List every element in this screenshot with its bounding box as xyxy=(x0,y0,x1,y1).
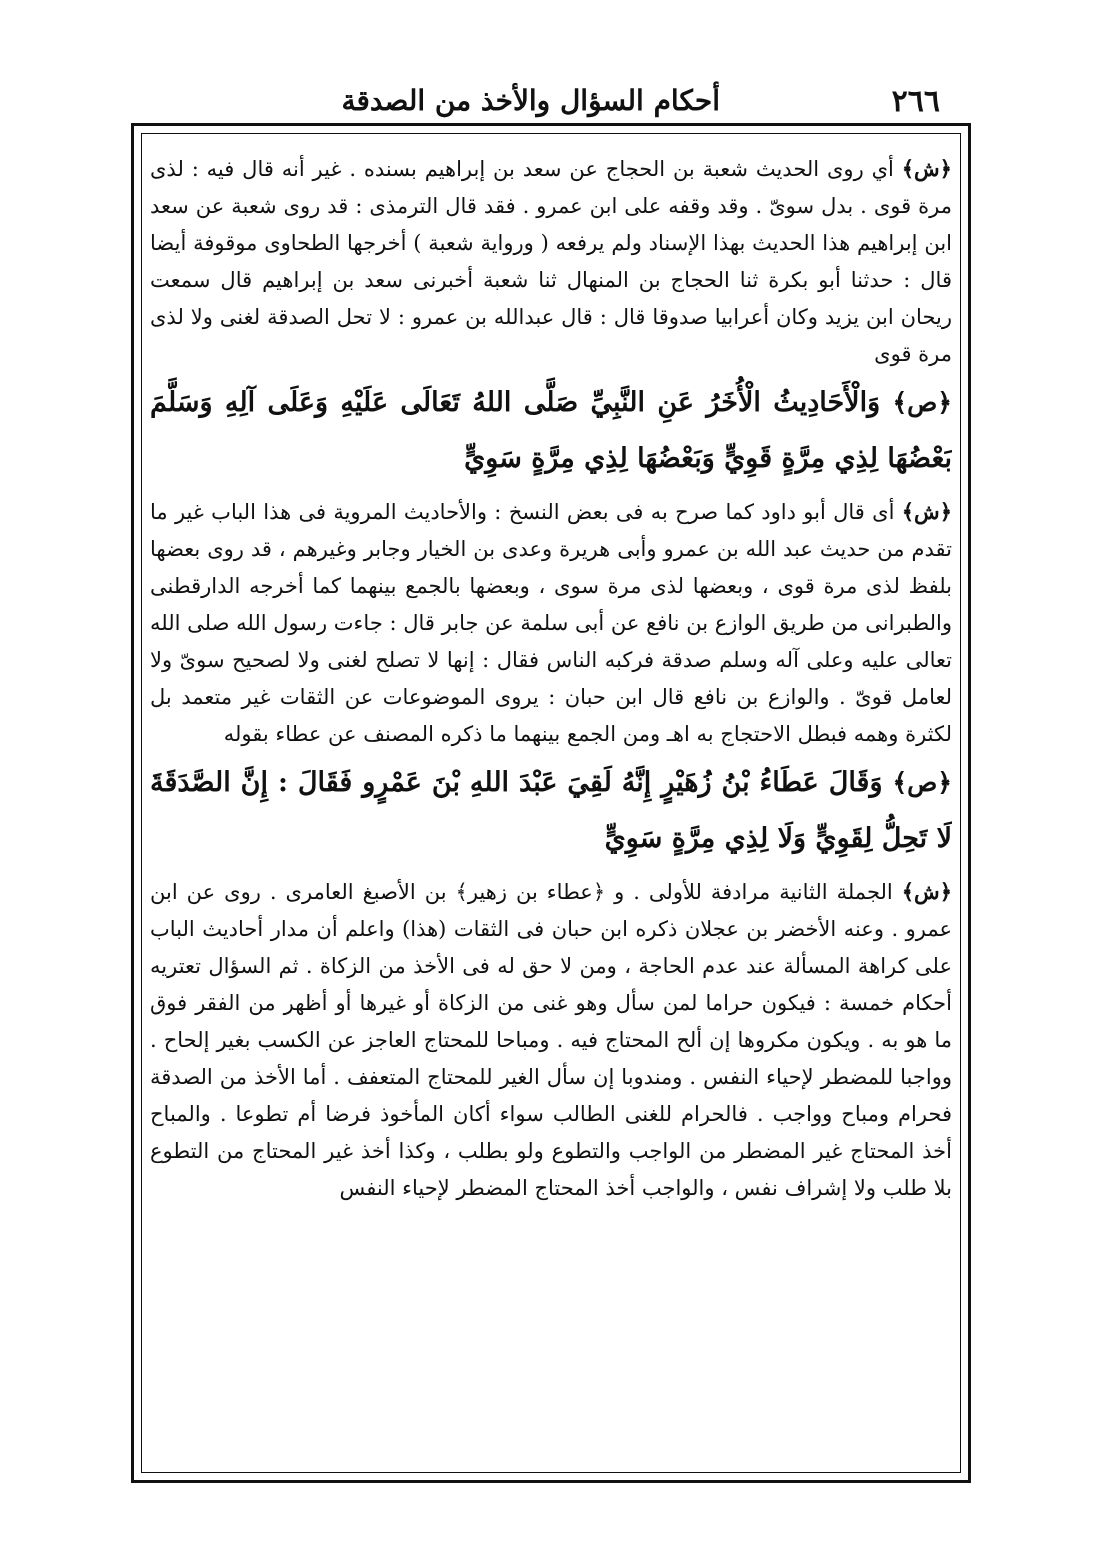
matn-marker: ﴿ص﴾ xyxy=(892,388,952,417)
hadith-text-1 xyxy=(150,375,952,487)
hadith-text-2 xyxy=(150,755,952,867)
commentary-text: أى قال أبو داود كما صرح به فى بعض النسخ : والأحاديث المروية فى هذا الباب غير ما تقدم من حديث عبد الله بن عمرو وأبى هريرة وعدى بن الخيار وجابر وغيرهم ، قد روى بعضها بلفظ لذى مرة قوى ، وبعضها لذى مرة سوى ، وبعضها بالجمع بينهما كما أخرجه الدارقطنى والطبرانى من طريق الوازع بن نافع عن أبى سلمة عن جابر قال : جاءت رسول الله صلى الله تعالى عليه وعلى آله وسلم صدقة فركبه الناس فقال : إنها لا تصلح لغنى ولا لصحيح سوىّ ولا لعامل قوىّ . والوازع بن نافع قال ابن حبان : يروى الموضوعات عن الثقات غير متعمد بل لكثرة وهمه فبطل الاحتجاج به اهـ ومن الجمع بينهما ما ذكره المصنف عن عطاء بقوله xyxy=(150,500,952,746)
hadith-text: وَالْأَحَادِيثُ الْأُخَرُ عَنِ النَّبِيِّ صَلَّى اللهُ تَعَالَى عَلَيْهِ وَعَلَى آلِهِ وَسَلَّمَ بَعْضُهَا لِذِي مِرَّةٍ قَوِيٍّ وَبَعْضُهَا لِذِي مِرَّةٍ سَوِيٍّ xyxy=(150,387,952,474)
sharh-marker: ﴿ش﴾ xyxy=(901,156,952,181)
commentary-paragraph-1 xyxy=(150,150,952,373)
main-text xyxy=(150,150,952,1470)
sharh-marker: ﴿ش﴾ xyxy=(901,499,952,524)
commentary-text: الجملة الثانية مرادفة للأولى . و ﴿عطاء بن زهير﴾ بن الأصبغ العامرى . روى عن ابن عمرو . وعنه الأخضر بن عجلان ذكره ابن حبان فى الثقات (هذا) واعلم أن مدار أحاديث الباب على كراهة المسألة عند عدم الحاجة ، ومن لا حق له فى الأخذ من الزكاة . ثم السؤال تعتريه أحكام خمسة : فيكون حراما لمن سأل وهو غنى من الزكاة أو غيرها أو أظهر من الفقر فوق ما هو به . ويكون مكروها إن ألح المحتاج فيه . ومباحا للمحتاج العاجز عن الكسب بغير إلحاح . وواجبا للمضطر لإحياء النفس . ومندوبا إن سأل الغير للمحتاج المتعفف . أما الأخذ من الصدقة فحرام ومباح وواجب . فالحرام للغنى الطالب سواء أكان المأخوذ فرضا أم تطوعا . والمباح أخذ المحتاج غير المضطر من الواجب والتطوع ولو بطلب ، وكذا أخذ غير المحتاج من التطوع بلا طلب ولا إشراف نفس ، والواجب أخذ المحتاج المضطر لإحياء النفس xyxy=(150,880,952,1200)
commentary-text: أي روى الحديث شعبة بن الحجاج عن سعد بن إبراهيم بسنده . غير أنه قال فيه : لذى مرة قوى . بدل سوىّ . وقد وقفه على ابن عمرو . فقد قال الترمذى : قد روى شعبة عن سعد ابن إبراهيم هذا الحديث بهذا الإسناد ولم يرفعه ( ورواية شعبة ) أخرجها الطحاوى موقوفة أيضا قال : حدثنا أبو بكرة ثنا الحجاج بن المنهال ثنا شعبة أخبرنى سعد بن إبراهيم قال سمعت ريحان ابن يزيد وكان أعرابيا صدوقا قال : قال عبدالله بن عمرو : لا تحل الصدقة لغنى ولا لذى مرة قوى xyxy=(150,157,952,366)
running-title: أحكام السؤال والأخذ من الصدقة xyxy=(341,84,720,117)
commentary-paragraph-2 xyxy=(150,493,952,753)
commentary-paragraph-3 xyxy=(150,873,952,1207)
sharh-marker: ﴿ش﴾ xyxy=(901,879,952,904)
page-number: ٢٦٦ xyxy=(891,84,940,119)
matn-marker: ﴿ص﴾ xyxy=(892,768,952,797)
hadith-text: وَقَالَ عَطَاءُ بْنُ زُهَيْرٍ إِنَّهُ لَقِيَ عَبْدَ اللهِ بْنَ عَمْرٍو فَقَالَ : إِنَّ الصَّدَقَةَ لَا تَحِلُّ لِقَوِيٍّ وَلَا لِذِي مِرَّةٍ سَوِيٍّ xyxy=(150,767,952,854)
page-header xyxy=(150,72,950,119)
